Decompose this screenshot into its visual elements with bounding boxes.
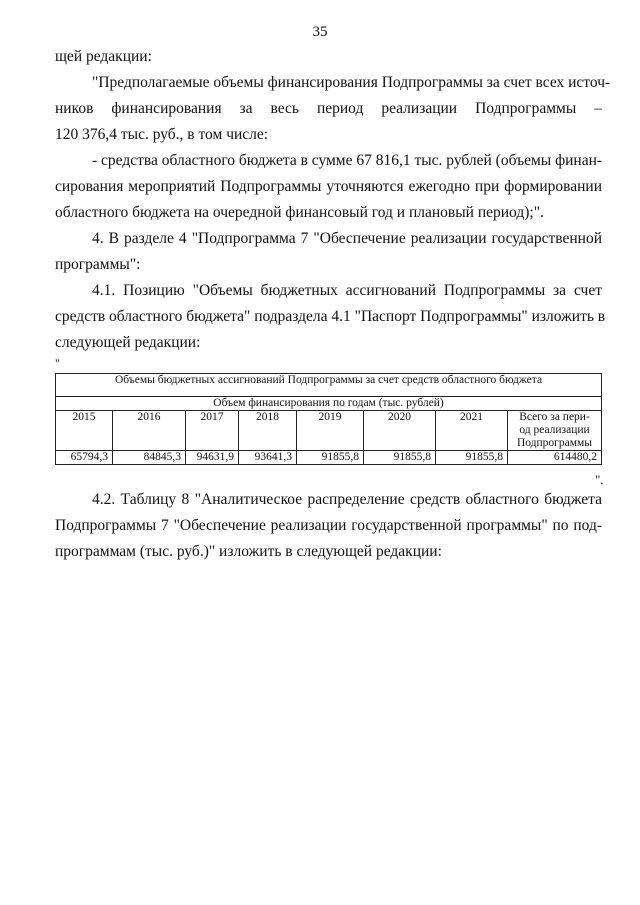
text-line: "Предполагаемые объемы финансирования Подпрограммы за счет всех источ- [92, 74, 611, 91]
table-cell: 94631,9 [186, 451, 239, 465]
table-header-cell: 2018 [239, 411, 297, 451]
quote-open-mark: " [55, 356, 60, 370]
page-number: 35 [312, 24, 328, 40]
document-body [55, 44, 611, 356]
table-cell: 65794,3 [56, 451, 113, 465]
table-subtitle: Объем финансирования по годам (тыс. рублей) [56, 397, 602, 411]
text-line: 4. В разделе 4 "Подпрограмма 7 "Обеспечение реализации государственной [92, 230, 602, 247]
table-header-cell: Всего за пери- од реализации Подпрограммы [508, 411, 602, 451]
table-header-cell: 2019 [297, 411, 364, 451]
table-header-cell: 2016 [113, 411, 186, 451]
table-cell: 91855,8 [297, 451, 364, 465]
table-cell: 84845,3 [113, 451, 186, 465]
table-row [56, 451, 602, 465]
document-body-continued [55, 487, 602, 565]
budget-table [55, 373, 602, 465]
text-line: средств областного бюджета" подраздела 4.1 "Паспорт Подпрограммы" изложить в [55, 308, 606, 325]
text-line: щей редакции: [55, 48, 152, 65]
table-header-cell: 2017 [186, 411, 239, 451]
table-header-cell: 2020 [364, 411, 436, 451]
text-line: 4.2. Таблицу 8 "Аналитическое распределение средств областного бюджета [92, 491, 602, 508]
table-header-cell: 2021 [436, 411, 508, 451]
text-line: 120 376,4 тыс. руб., в том числе: [55, 126, 269, 143]
text-line: сирования мероприятий Подпрограммы уточняются ежегодно при формировании [55, 178, 602, 195]
table-header-row [56, 411, 602, 451]
table-cell: 614480,2 [508, 451, 602, 465]
table-cell: 93641,3 [239, 451, 297, 465]
text-line: - средства областного бюджета в сумме 67 816,1 тыс. рублей (объемы финан- [92, 152, 603, 169]
table-header-cell: 2015 [56, 411, 113, 451]
text-line: областного бюджета на очередной финансовый год и плановый период);". [55, 204, 544, 221]
text-line: 4.1. Позицию "Объемы бюджетных ассигнований Подпрограммы за счет [92, 282, 602, 299]
text-line: программам (тыс. руб.)" изложить в следующей редакции: [55, 543, 442, 560]
quote-close-mark: ". [595, 472, 604, 487]
text-line: Подпрограммы 7 "Обеспечение реализации государственной программы" по под- [55, 517, 602, 534]
text-line: следующей редакции: [55, 334, 201, 351]
table-cell: 91855,8 [436, 451, 508, 465]
text-line: ников финансирования за весь период реализации Подпрограммы – [55, 100, 602, 117]
table-cell: 91855,8 [364, 451, 436, 465]
table-title: Объемы бюджетных ассигнований Подпрограммы за счет средств областного бюджета [56, 374, 602, 397]
text-line: программы": [55, 256, 141, 273]
